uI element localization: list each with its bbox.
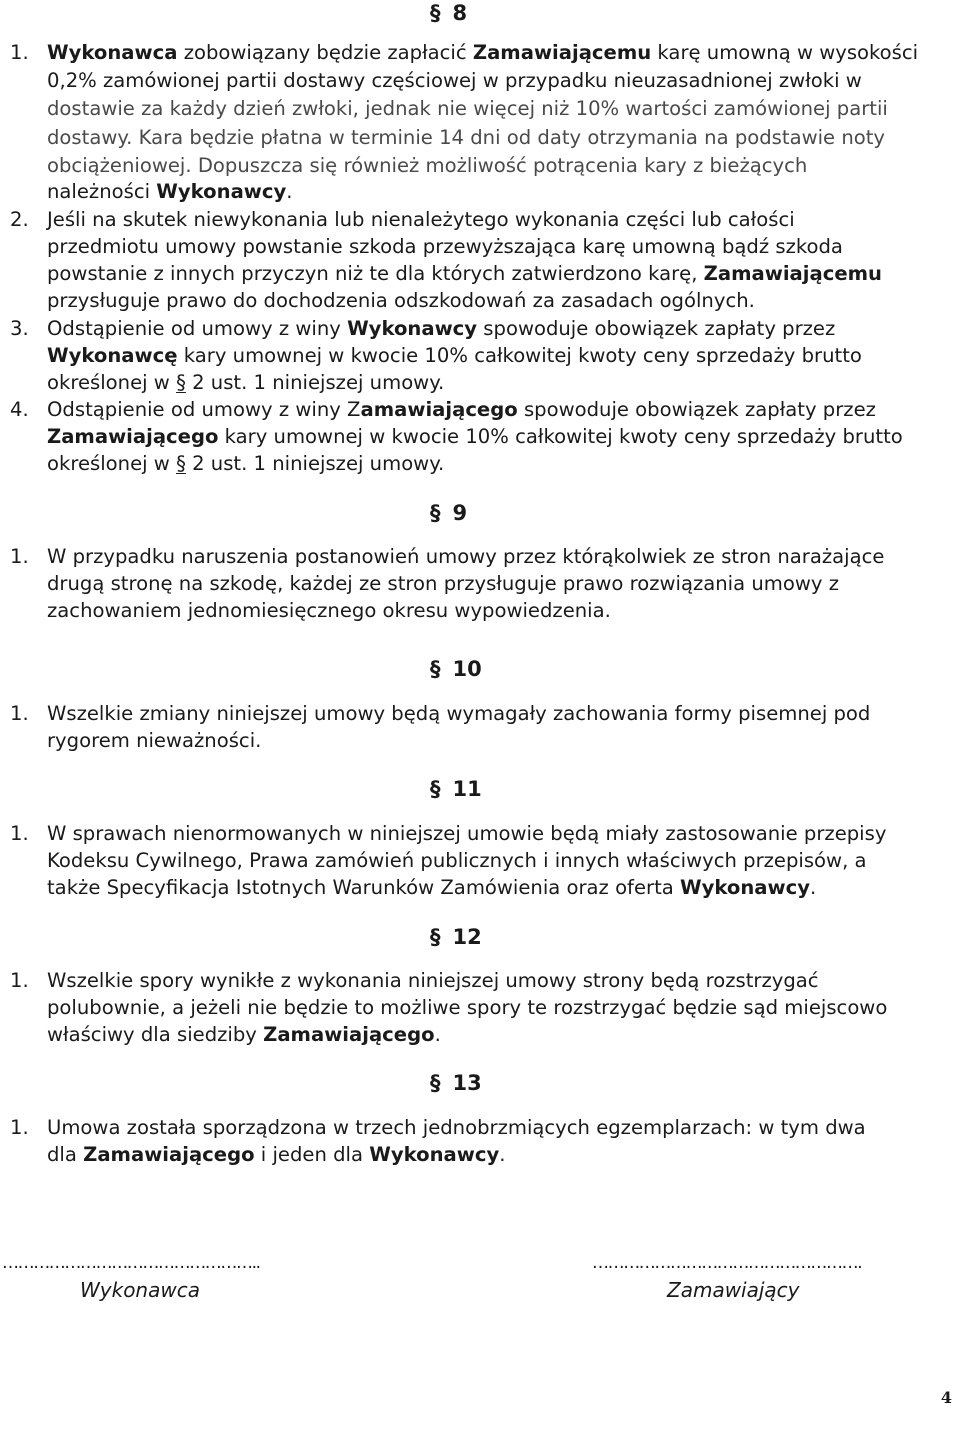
section-10-heading xyxy=(430,656,482,682)
text-span: określonej w xyxy=(47,452,177,475)
item-number: 3. xyxy=(10,317,29,340)
section-9-heading xyxy=(430,500,467,526)
text-line xyxy=(47,344,862,368)
signature-line: ……………………………………………. xyxy=(592,1253,862,1273)
party-name: Wykonawcę xyxy=(47,344,178,367)
text-span: Odstąpienie od umowy z winy Z xyxy=(47,398,361,421)
text-span: . xyxy=(499,1143,506,1166)
text-span: spowoduje obowiązek zapłaty przez xyxy=(517,398,876,421)
section-symbol: § xyxy=(176,452,186,475)
text-span: Odstąpienie od umowy z winy xyxy=(47,317,348,340)
party-name: Wykonawcy xyxy=(347,317,478,340)
text-line: przedmiotu umowy powstanie szkoda przewyższająca karę umowną bądź szkoda xyxy=(47,235,843,258)
text-line xyxy=(47,1143,505,1167)
party-name: Wykonawca xyxy=(47,41,178,64)
text-line: Wszelkie zmiany niniejszej umowy będą wymagały zachowania formy pisemnej pod xyxy=(47,702,871,725)
text-line xyxy=(47,425,903,449)
party-name: Zamawiającego xyxy=(263,1023,435,1046)
section-8-heading xyxy=(430,0,467,26)
section-number: 10 xyxy=(452,657,482,681)
section-symbol: § xyxy=(430,657,441,681)
text-line xyxy=(47,180,293,204)
section-number: 12 xyxy=(452,925,482,949)
page-number: 4 xyxy=(940,1388,952,1407)
item-number: 2. xyxy=(10,208,29,231)
text-span: określonej w xyxy=(47,371,177,394)
text-span: 2 ust. 1 niniejszej umowy. xyxy=(185,371,445,394)
section-number: 13 xyxy=(452,1071,482,1095)
text-line xyxy=(47,398,876,422)
section-13-heading xyxy=(430,1070,482,1096)
text-span: spowoduje obowiązek zapłaty przez xyxy=(477,317,836,340)
text-line: polubownie, a jeżeli nie będzie to możliwe spory te rozstrzygać będzie sąd miejscowo xyxy=(47,996,888,1019)
text-line xyxy=(47,41,918,65)
text-line: Kodeksu Cywilnego, Prawa zamówień publicznych i innych właściwych przepisów, a xyxy=(47,849,867,872)
signature-line: ………………………………………….. xyxy=(2,1253,260,1273)
text-line: Wszelkie spory wynikłe z wykonania niniejszej umowy strony będą rozstrzygać xyxy=(47,969,819,992)
text-line: obciążeniowej. Dopuszcza się również możliwość potrącenia kary z bieżących xyxy=(47,154,808,177)
text-span: powstanie z innych przyczyn niż te dla których zatwierdzono karę, xyxy=(47,262,704,285)
text-line: W sprawach nienormowanych w niniejszej umowie będą miały zastosowanie przepisy xyxy=(47,822,887,845)
text-span: karę umowną w wysokości xyxy=(651,41,919,64)
text-span: . xyxy=(286,180,293,203)
text-line xyxy=(47,452,444,476)
text-line: Jeśli na skutek niewykonania lub nienależytego wykonania części lub całości xyxy=(47,208,795,231)
item-number: 1. xyxy=(10,969,29,992)
party-name: amawiającego xyxy=(360,398,518,421)
section-symbol: § xyxy=(430,501,441,525)
text-line xyxy=(47,1023,441,1047)
text-span: zobowiązany będzie zapłacić xyxy=(177,41,473,64)
section-12-heading xyxy=(430,924,482,950)
text-line: przysługuje prawo do dochodzenia odszkodowań za zasadach ogólnych. xyxy=(47,289,755,312)
signature-role-label: Zamawiający xyxy=(667,1278,800,1302)
section-symbol: § xyxy=(430,1071,441,1095)
section-symbol: § xyxy=(176,371,186,394)
party-name: Zamawiającego xyxy=(47,425,219,448)
text-line: dostawy. Kara będzie płatna w terminie 14 dni od daty otrzymania na podstawie noty xyxy=(47,126,886,149)
party-name: Zamawiającemu xyxy=(703,262,882,285)
text-line: dostawie za każdy dzień zwłoki, jednak nie więcej niż 10% wartości zamówionej partii xyxy=(47,97,888,120)
section-symbol: § xyxy=(430,1,441,25)
section-number: 8 xyxy=(452,1,468,25)
text-span: i jeden dla xyxy=(254,1143,370,1166)
text-line xyxy=(47,371,444,395)
text-span: dla xyxy=(47,1143,84,1166)
section-symbol: § xyxy=(430,777,441,801)
section-symbol: § xyxy=(430,925,441,949)
text-line: Umowa została sporządzona w trzech jednobrzmiących egzemplarzach: w tym dwa xyxy=(47,1116,866,1139)
text-line: 0,2% zamówionej partii dostawy częściowej w przypadku nieuzasadnionej zwłoki w xyxy=(47,69,862,92)
signature-role-label: Wykonawca xyxy=(80,1278,200,1302)
text-span: kary umownej w kwocie 10% całkowitej kwoty ceny sprzedaży brutto xyxy=(177,344,862,367)
text-span: kary umownej w kwocie 10% całkowitej kwoty ceny sprzedaży brutto xyxy=(218,425,903,448)
item-number: 1. xyxy=(10,41,29,64)
item-number: 4. xyxy=(10,398,29,421)
text-line: W przypadku naruszenia postanowień umowy przez którąkolwiek ze stron narażające xyxy=(47,545,885,568)
item-number: 1. xyxy=(10,1116,29,1139)
item-number: 1. xyxy=(10,545,29,568)
text-line: rygorem nieważności. xyxy=(47,729,262,752)
text-line: drugą stronę na szkodę, każdej ze stron przysługuje prawo rozwiązania umowy z xyxy=(47,572,839,595)
section-number: 11 xyxy=(452,777,482,801)
party-name: Zamawiającemu xyxy=(472,41,652,64)
text-span: . xyxy=(810,876,817,899)
text-span: . xyxy=(434,1023,441,1046)
section-number: 9 xyxy=(452,501,468,525)
text-span: właściwy dla siedziby xyxy=(47,1023,264,1046)
text-span: należności xyxy=(47,180,157,203)
party-name: Zamawiającego xyxy=(83,1143,255,1166)
item-number: 1. xyxy=(10,822,29,845)
party-name: Wykonawcy xyxy=(680,876,811,899)
text-line xyxy=(47,876,816,900)
text-line xyxy=(47,317,835,341)
text-span: także Specyfikacja Istotnych Warunków Zamówienia oraz oferta xyxy=(47,876,680,899)
section-11-heading xyxy=(430,776,482,802)
item-number: 1. xyxy=(10,702,29,725)
text-line: zachowaniem jednomiesięcznego okresu wypowiedzenia. xyxy=(47,599,611,622)
party-name: Wykonawcy xyxy=(369,1143,500,1166)
party-name: Wykonawcy xyxy=(156,180,287,203)
text-span: 2 ust. 1 niniejszej umowy. xyxy=(185,452,445,475)
text-line xyxy=(47,262,882,286)
